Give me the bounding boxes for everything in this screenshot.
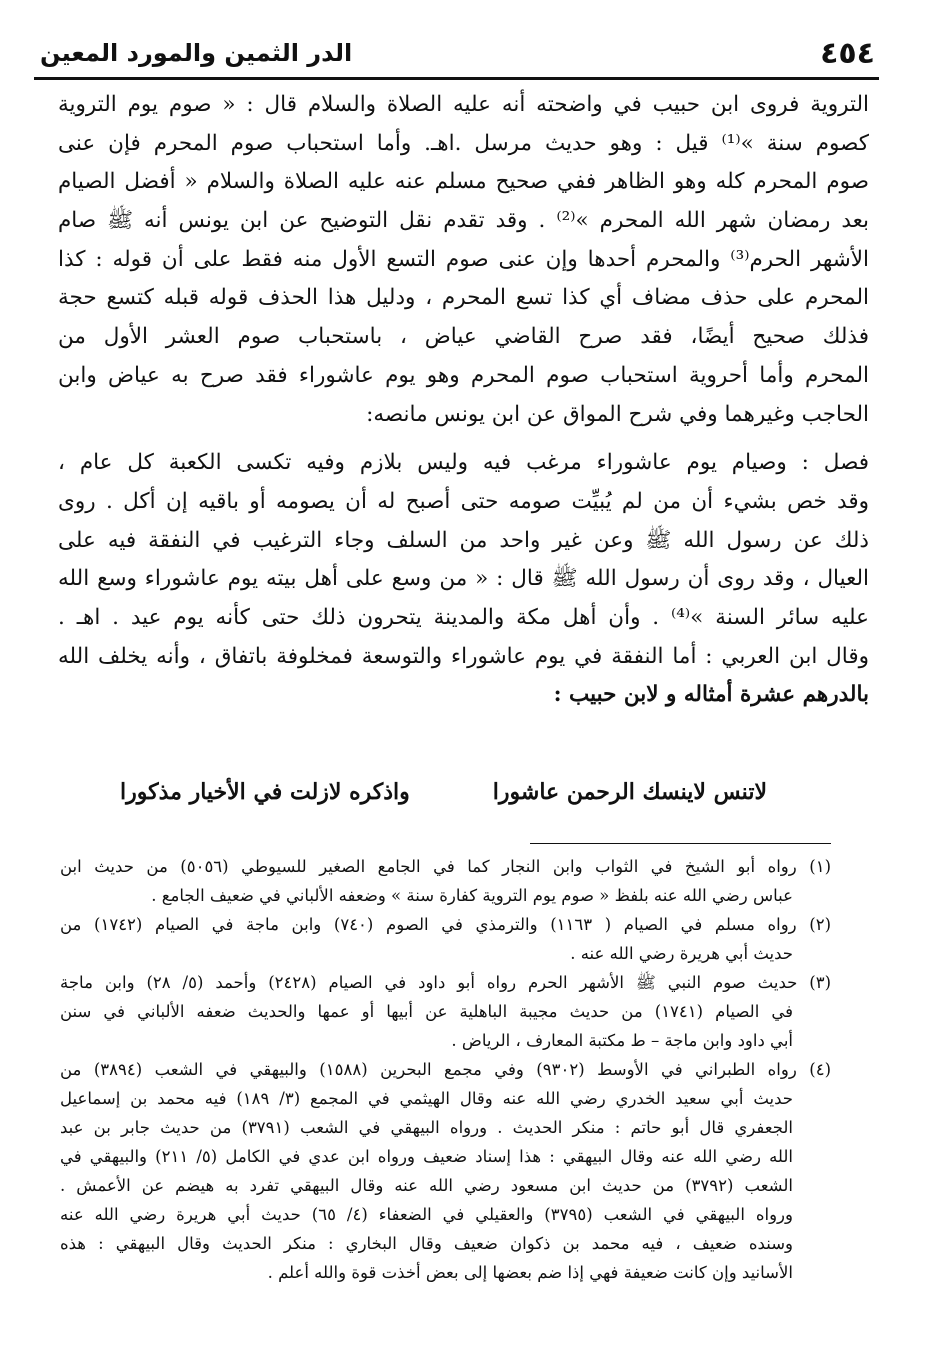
footnote-line: وسنده ضعيف ، فيه محمد بن ذكوان ضعيف وقال البخاري : منكر الحديث وقال البيهقي : هذه [60,1234,793,1253]
text-line: وقد خص بشيء أن من لم يُبيِّت صومه حتى أصبح له أن يصومه أو باقيه إن أكل . روى [58,488,869,514]
page-header [40,30,875,76]
text-line: فذلك صحيح أيضًا، فقد صرح القاضي عياض ، باستحباب صوم العشر الأول من [58,324,869,350]
footnote-line: الجعفري قال أبو حاتم : منكر الحديث . ورواه البيهقي في الشعب (٣٧٩١) من حديث جابر بن عبد [60,1118,794,1137]
text-line: فصل : وصيام يوم عاشوراء مرغب فيه وليس بلازم وفيه تكسى الكعبة كل عام ، [58,450,869,476]
text-line: التروية فروى ابن حبيب في واضحته أنه عليه الصلاة والسلام قال : « صوم يوم التروية [58,92,869,117]
text-line: المحرم وأما أحروية استحباب صوم المحرم وهو يوم عاشوراء فقد صرح به عياض وابن [58,362,869,388]
header-rule [34,77,879,80]
text-line: الأشهر الحرم⁽³⁾ والمحرم أحدها وإن عنى صوم التسع الأول منه فقط على أن قوله : كذا [58,246,869,272]
poem-hemistich-second: واذكره لازلت في الأخيار مذكورا [120,779,410,805]
text-line: بالدرهم عشرة أمثاله و لابن حبيب : [553,682,869,708]
footnote-separator [530,843,831,844]
footnote-line: الأسانيد وإن كانت ضعيفة فهي إذا ضم بعضها إلى بعض أخذت قوة والله أعلم . [267,1263,793,1282]
footnote-line: (٢) رواه مسلم في الصيام ( ١١٦٣) والترمذي في الصوم (٧٤٠) وابن ماجة في الصيام (١٧٤٢) من [60,915,831,934]
main-text [58,86,869,715]
text-line: المحرم على حذف مضاف أي كذا تسع المحرم ، ودليل هذا الحذف قوله قبله كتسع حجة [58,285,869,311]
page-number: ٤٥٤ [820,35,875,71]
footnote-line: ورواه البيهقي في الشعب (٣٧٩٥) والعقيلي في الضعفاء (٤/ ٦٥) حديث أبي هريرة رضي الله عنه [60,1205,793,1224]
footnote-line: (١) رواه أبو الشيخ في الثواب وابن النجار كما في الجامع الصغير للسيوطي (٥٠٥٦) من حديث ابن [60,857,831,876]
footnotes [60,852,831,1287]
text-line: ذلك عن رسول الله ﷺ وعن غير واحد من السلف وجاء الترغيب في النفقة فيه على [58,527,869,553]
book-title: الدر الثمين والمورد المعين [40,39,353,67]
paragraph-gap [58,434,869,444]
poem-verse [120,772,767,812]
footnote-line: حديث أبي سعيد الخدري رضي الله عنه وقال الهيثمي في المجمع (٣/ ١٨٩) فيه محمد بن إسماعيل [60,1089,793,1108]
text-line: العيال ، وقد روى أن رسول الله ﷺ قال : « من وسع على أهل بيته يوم عاشوراء وسع الله [58,566,869,592]
footnote-line: عباس رضي الله عنه بلفظ « صوم يوم التروية كفارة سنة » وضعفه الألباني في ضعيف الجامع . [151,886,793,905]
footnote-line: (٣) حديث صوم النبي ﷺ الأشهر الحرم رواه أبو داود في الصيام (٢٤٢٨) وأحمد (٥/ ٢٨) وابن ماجة [60,973,831,992]
text-line: عليه سائر السنة »⁽⁴⁾ . وأن أهل مكة والمدينة يتحرون ذلك حتى كأنه يوم عيد . اهـ . [58,604,869,630]
text-line: وقال ابن العربي : أما النفقة في يوم عاشوراء والتوسعة فمخلوفة باتفاق ، وأنه يخلف الله [58,643,869,669]
footnote-line: أبي داود وابن ماجة – ط مكتبة المعارف ، الرياض . [451,1031,793,1050]
footnote-line: الشعب (٣٧٩٢) من حديث ابن مسعود رضي الله عنه وقال البيهقي تفرد به هيضم عن الأعمش . [60,1176,793,1195]
footnote-line: (٤) رواه الطبراني في الأوسط (٩٣٠٢) وفي مجمع البحرين (١٥٨٨) والبيهقي في الشعب (٣٨٩٤) من [60,1060,831,1079]
text-line: بعد رمضان شهر الله المحرم »⁽²⁾ . وقد تقدم نقل التوضيح عن ابن يونس أنه ﷺ صام [58,208,869,234]
poem-hemistich-first: لاتنس لاينسك الرحمن عاشورا [492,779,767,805]
footnote-line: حديث أبي هريرة رضي الله عنه . [570,944,793,963]
text-line: صوم المحرم كله وهو الظاهر ففي صحيح مسلم عنه عليه الصلاة والسلام « أفضل الصيام [58,169,869,195]
footnote-line: في الصيام (١٧٤١) من حديث مجيبة الباهلية عن أبيها أو عمها والحديث ضعفه الألباني في سنن [60,1002,793,1021]
text-line: كصوم سنة »⁽¹⁾ قيل : وهو حديث مرسل .اهـ. وأما استحباب صوم المحرم فإن عنى [58,130,869,156]
text-line: الحاجب وغيرهما وفي شرح المواق عن ابن يونس مانصه: [366,401,869,427]
footnote-line: الله رضي الله عنه وقال البيهقي : هذا إسناد ضعيف ورواه ابن عدي في الكامل (٥/ ٢١١) والبيهقي في [60,1147,794,1166]
